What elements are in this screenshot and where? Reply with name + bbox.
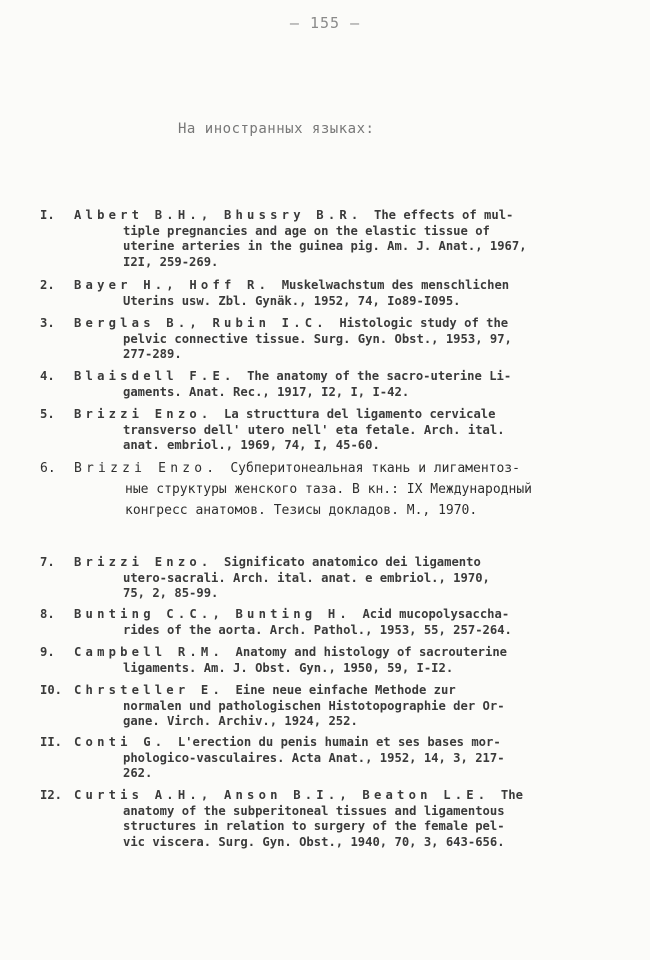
reference-author: Bayer H., Hoff R.: [74, 278, 282, 292]
reference-number: 4.: [40, 369, 55, 383]
reference-title-start: Muskelwachstum des menschlichen: [281, 278, 510, 292]
reference-author: Brizzi Enzo.: [74, 407, 224, 421]
reference-line: I2I, 259-269.: [123, 254, 219, 269]
reference-line: 277-289.: [123, 347, 182, 361]
reference-title-start: La structtura del ligamento cervicale: [224, 407, 496, 421]
reference-entry: [40, 683, 600, 730]
reference-number: 8.: [40, 607, 55, 621]
reference-entry: [40, 369, 600, 400]
reference-line: normalen und pathologischen Histotopographie der Or-: [123, 698, 505, 713]
reference-line: uterine arteries in the guinea pig. Am. J. Anat., 1967,: [123, 239, 527, 253]
reference-title-start: Histologic study of the: [339, 316, 509, 330]
reference-entry: [40, 458, 600, 521]
reference-author: Conti G.: [74, 735, 178, 749]
reference-title-start: The: [500, 788, 523, 802]
reference-number: I.: [40, 208, 55, 222]
reference-entry: [40, 316, 600, 363]
reference-number: I0.: [40, 683, 63, 697]
reference-line: anat. embriol., 1969, 74, I, 45-60.: [123, 438, 380, 452]
reference-title-start: Significato anatomico dei ligamento: [224, 555, 481, 569]
reference-line: vic viscera. Surg. Gyn. Obst., 1940, 70, 3, 643-656.: [123, 834, 505, 849]
reference-line: gaments. Anat. Rec., 1917, I2, I, I-42.: [123, 384, 410, 399]
reference-number: 2.: [40, 278, 55, 292]
reference-title-start: Acid mucopolysaccha-: [362, 607, 510, 621]
reference-title-start: Субперитонеальная ткань и лигаментоз-: [230, 461, 520, 476]
reference-entry: [40, 607, 600, 638]
reference-number: 5.: [40, 407, 55, 421]
reference-title-start: L'erection du penis humain et ses bases mor-: [177, 735, 501, 749]
reference-author: Campbell R.M.: [74, 645, 236, 659]
reference-author: Brizzi Enzo.: [74, 461, 231, 476]
reference-entry: [40, 208, 600, 270]
reference-line: anatomy of the subperitoneal tissues and ligamentous: [123, 803, 505, 818]
reference-author: Brizzi Enzo.: [74, 555, 224, 569]
reference-number: I2.: [40, 788, 63, 802]
reference-author: Blaisdell F.E.: [74, 369, 248, 383]
reference-author: Chrsteller E.: [74, 683, 236, 697]
reference-number: 6.: [40, 461, 56, 476]
reference-entry: [40, 645, 600, 676]
reference-line: gane. Virch. Archiv., 1924, 252.: [123, 714, 358, 728]
reference-title-start: Eine neue einfache Methode zur: [235, 683, 456, 697]
reference-line: 262.: [123, 766, 153, 780]
reference-entry: [40, 788, 600, 850]
reference-entry: [40, 278, 600, 309]
section-heading: На иностранных языках:: [178, 121, 375, 137]
reference-line: ligaments. Am. J. Obst. Gyn., 1950, 59, I-I2.: [123, 660, 454, 675]
page-number: — 155 —: [289, 14, 361, 32]
reference-line: ные структуры женского таза. В кн.: IX Международный: [125, 482, 532, 497]
reference-title-start: The anatomy of the sacro-uterine Li-: [247, 369, 512, 383]
reference-line: rides of the aorta. Arch. Pathol., 1953, 55, 257-264.: [123, 622, 512, 637]
reference-line: pelvic connective tissue. Surg. Gyn. Obst., 1953, 97,: [123, 331, 512, 346]
reference-number: 3.: [40, 316, 55, 330]
reference-number: II.: [40, 735, 63, 749]
reference-number: 9.: [40, 645, 55, 659]
reference-entry: [40, 735, 600, 782]
reference-author: Curtis A.H., Anson B.I., Beaton L.E.: [74, 788, 501, 802]
reference-number: 7.: [40, 555, 55, 569]
reference-line: Uterins usw. Zbl. Gynäk., 1952, 74, Io89-I095.: [123, 293, 461, 308]
reference-entry: [40, 555, 600, 602]
reference-entry: [40, 407, 600, 454]
reference-line: utero-sacrali. Arch. ital. anat. e embriol., 1970,: [123, 570, 490, 585]
reference-line: 75, 2, 85-99.: [123, 586, 219, 600]
reference-line: tiple pregnancies and age on the elastic tissue of: [123, 223, 490, 238]
reference-author: Berglas B., Rubin I.C.: [74, 316, 340, 330]
reference-line: конгресс анатомов. Тезисы докладов. М., 1970.: [125, 503, 478, 518]
reference-title-start: Anatomy and histology of sacrouterine: [235, 645, 508, 659]
reference-author: Bunting C.C., Bunting H.: [74, 607, 363, 621]
reference-line: transverso dell' utero nell' eta fetale. Arch. ital.: [123, 422, 505, 437]
reference-title-start: The effects of mul-: [373, 208, 514, 222]
reference-line: structures in relation to surgery of the female pel-: [123, 819, 505, 833]
reference-author: Albert B.H., Bhussry B.R.: [74, 208, 374, 222]
reference-line: phologico-vasculaires. Acta Anat., 1952, 14, 3, 217-: [123, 750, 505, 765]
